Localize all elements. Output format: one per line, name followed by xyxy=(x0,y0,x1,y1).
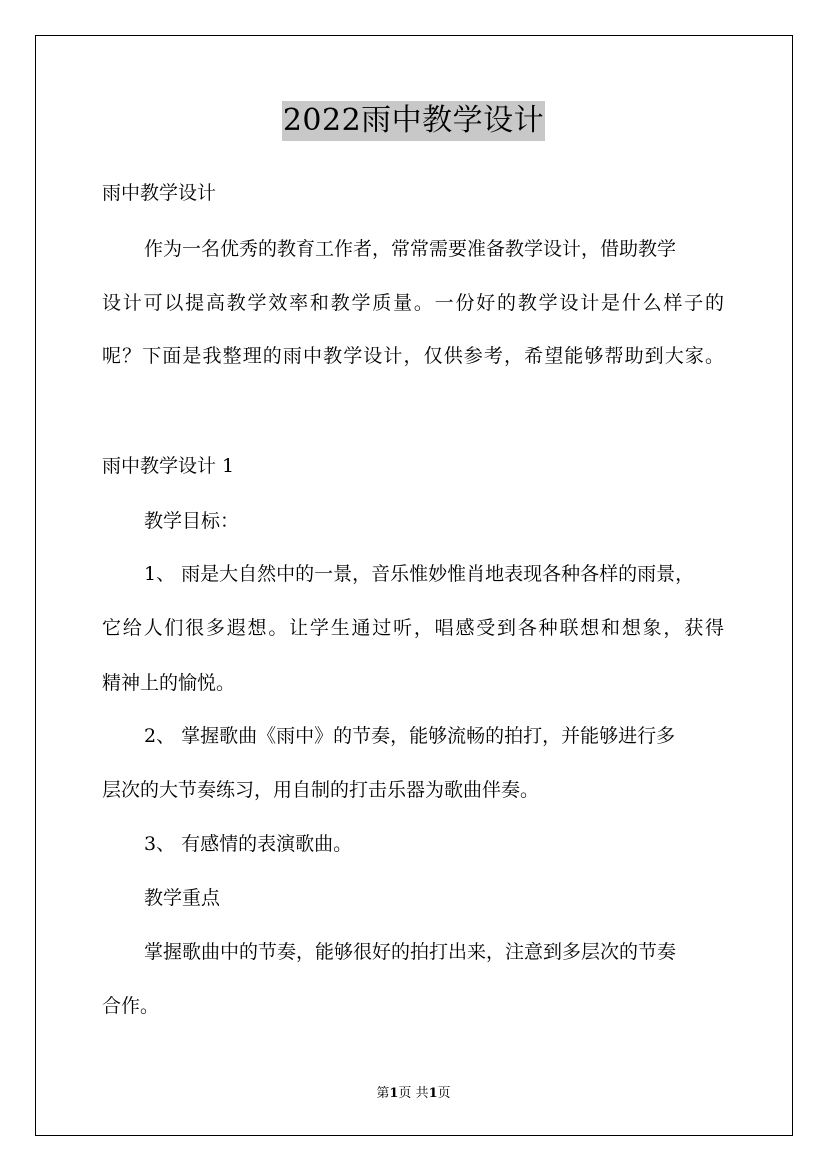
title-container xyxy=(0,101,827,141)
paragraph-line: 掌握歌曲中的节奏，能够很好的拍打出来，注意到多层次的节奏 xyxy=(144,941,677,963)
subheading: 教学目标： xyxy=(144,510,240,532)
list-item: 2、 掌握歌曲《雨中》的节奏，能够流畅的拍打，并能够进行多 xyxy=(144,725,676,747)
document-title: 2022雨中教学设计 xyxy=(282,101,545,141)
footer-prefix: 第 xyxy=(376,1086,390,1101)
section-heading: 雨中教学设计 xyxy=(102,182,217,204)
list-item: 3、 有感情的表演歌曲。 xyxy=(144,833,353,855)
paragraph-line: 合作。 xyxy=(102,995,160,1017)
list-item: 1、 雨是大自然中的一景，音乐惟妙惟肖地表现各种各样的雨景， xyxy=(144,563,695,585)
subheading: 教学重点 xyxy=(144,887,221,909)
footer-suffix: 页 xyxy=(437,1086,451,1101)
paragraph-line: 作为一名优秀的教育工作者，常常需要准备教学设计，借助教学 xyxy=(144,238,677,260)
paragraph-line: 它给人们很多遐想。让学生通过听，唱感受到各种联想和想象，获得 xyxy=(102,617,724,639)
footer-page-total: 1 xyxy=(428,1086,438,1101)
paragraph-line: 呢？下面是我整理的雨中教学设计，仅供参考，希望能够帮助到大家。 xyxy=(102,345,724,367)
footer-mid: 页 共 xyxy=(398,1086,429,1101)
paragraph-line: 设计可以提高教学效率和教学质量。一份好的教学设计是什么样子的 xyxy=(102,292,724,314)
footer-page-number: 1 xyxy=(389,1086,399,1101)
paragraph-line: 精神上的愉悦。 xyxy=(102,672,236,694)
section-heading: 雨中教学设计 1 xyxy=(102,455,235,477)
paragraph-line: 层次的大节奏练习，用自制的打击乐器为歌曲伴奏。 xyxy=(102,779,540,801)
page-footer xyxy=(0,1086,827,1102)
